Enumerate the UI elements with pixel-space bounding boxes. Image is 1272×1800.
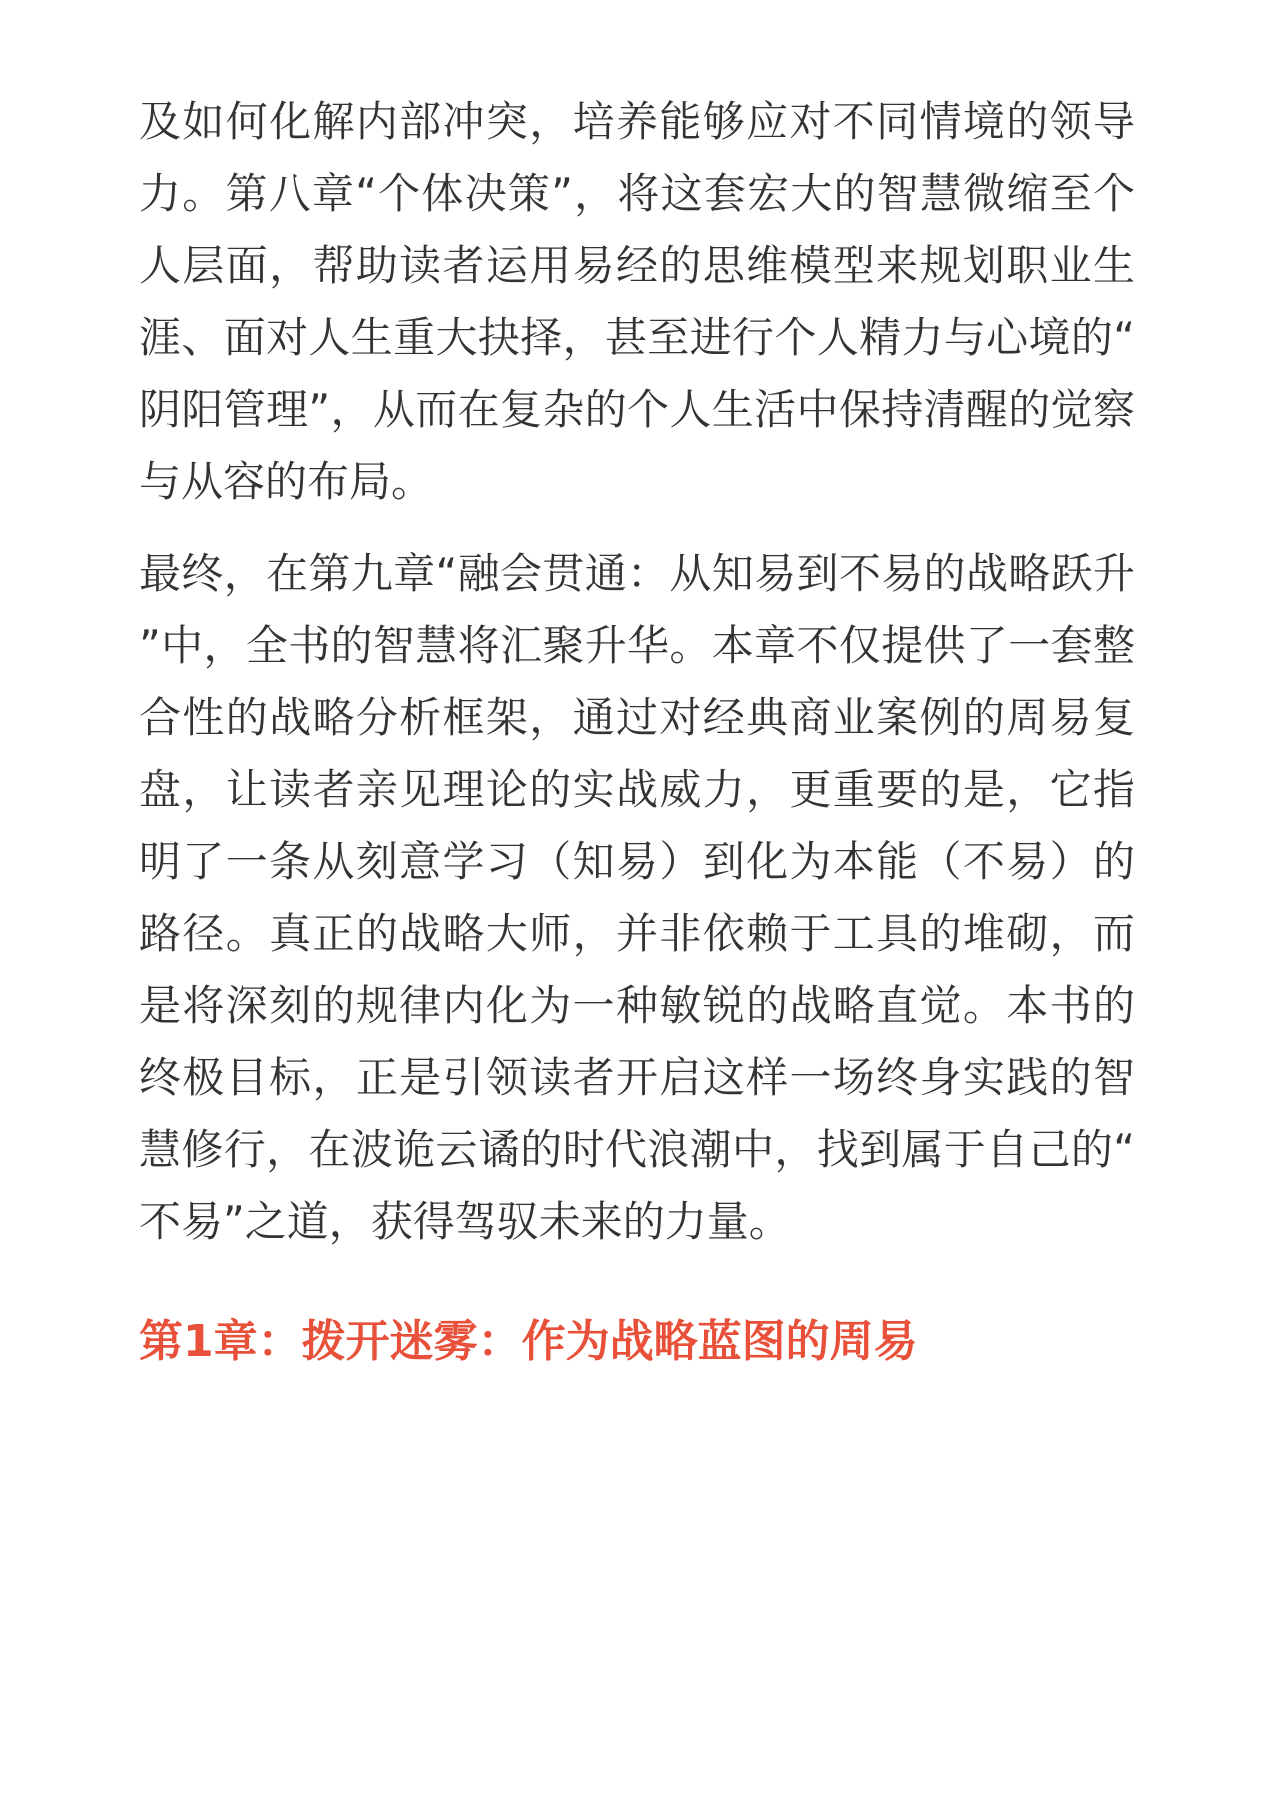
article-body [139, 86, 1135, 1378]
paragraph-chapter-nine: 最终，在第九章“融会贯通：从知易到不易的战略跃升”中，全书的智慧将汇聚升华。本章不仅提供了一套整合性的战略分析框架，通过对经典商业案例的周易复盘，让读者亲见理论的实战威力，更重要的是，它指明了一条从刻意学习（知易）到化为本能（不易）的路径。真正的战略大师，并非依赖于工具的堆砌，而是将深刻的规律内化为一种敏锐的战略直觉。本书的终极目标，正是引领读者开启这样一场终身实践的智慧修行，在波诡云谲的时代浪潮中，找到属于自己的“不易”之道，获得驾驭未来的力量。 [139, 549, 1135, 1246]
paragraph-chapter-overview: 及如何化解内部冲突，培养能够应对不同情境的领导力。第八章“个体决策”，将这套宏大的智慧微缩至个人层面，帮助读者运用易经的思维模型来规划职业生涯、面对人生重大抉择，甚至进行个人精力与心境的“阴阳管理”，从而在复杂的个人生活中保持清醒的觉察与从容的布局。 [139, 97, 1135, 506]
chapter-heading: 第1章：拨开迷雾：作为战略蓝图的周易 [139, 1316, 918, 1367]
